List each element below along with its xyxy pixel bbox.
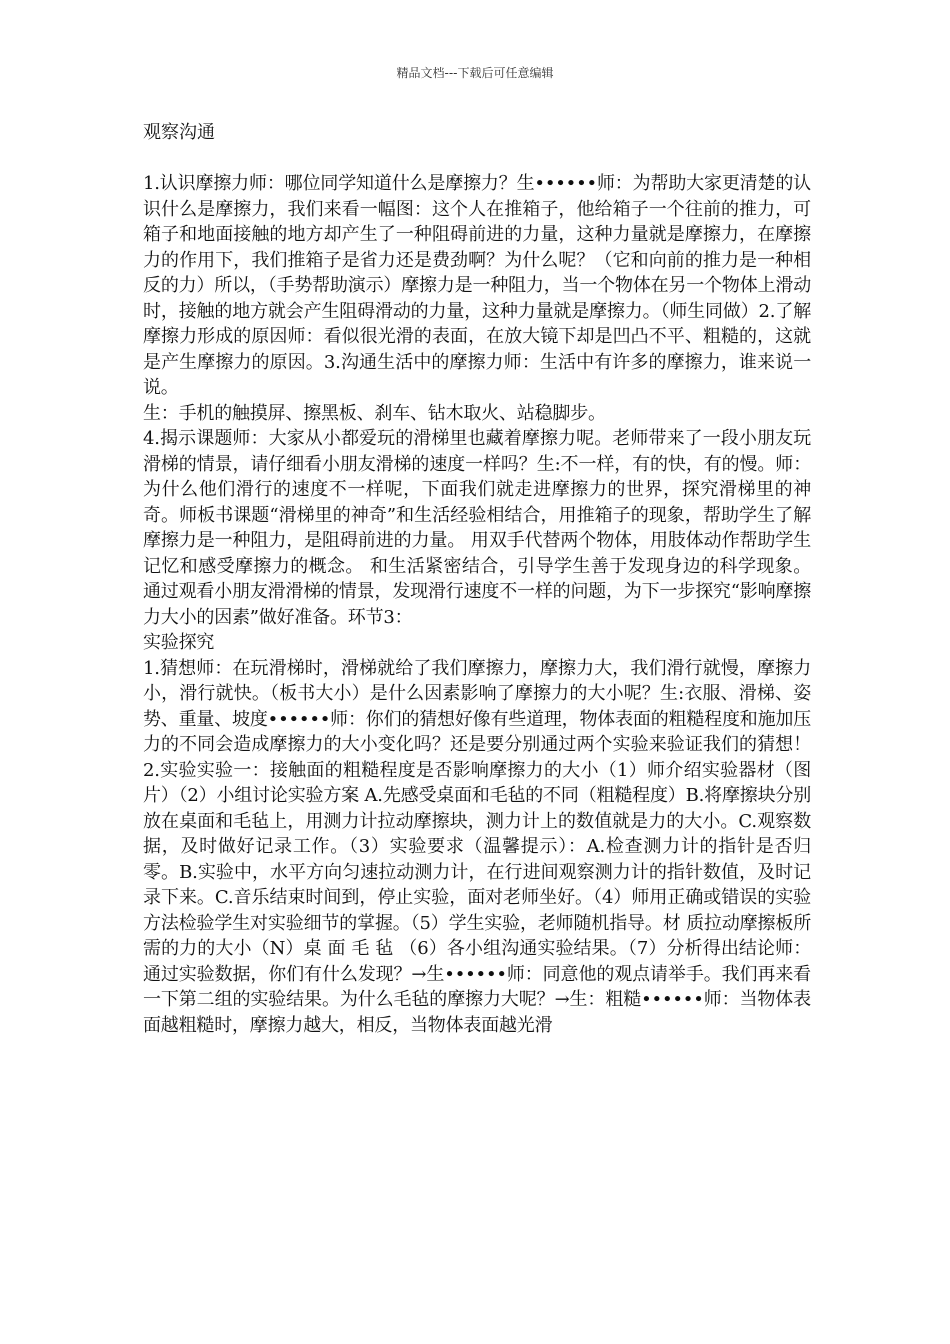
page-header: 精品文档---下载后可任意编辑 <box>396 66 554 80</box>
paragraph: 4.揭示课题师：大家从小都爱玩的滑梯里也藏着摩擦力呢。老师带来了一段小朋友玩滑梯的情景，请仔细看小朋友滑梯的速度一样吗？生:不一样，有的快，有的慢。师：为什么他们滑行的速度不一样呢，下面我们就走进摩擦力的世界，探究滑梯里的神奇。师板书课题“滑梯里的神奇”和生活经验相结合，用推箱子的现象，帮助学生了解摩擦力是一种阻力，是阻碍前进的力量。 用双手代替两个物体，用肢体动作帮助学生记忆和感受摩擦力的概念。 和生活紧密结合，引导学生善于发现身边的科学现象。 通过观看小朋友滑滑梯的情景，发现滑行速度不一样的问题，为下一步探究“影响摩擦力大小的因素”做好准备。环节3： <box>143 428 811 628</box>
section-heading: 实验探究 <box>143 632 215 653</box>
paragraph: 生：手机的触摸屏、擦黑板、刹车、钻木取火、站稳脚步。 <box>143 402 606 424</box>
section-title: 观察沟通 <box>143 122 215 143</box>
paragraph: 1.认识摩擦力师：哪位同学知道什么是摩擦力？生••••••师：为帮助大家更清楚的认识什么是摩擦力，我们来看一幅图：这个人在推箱子，他给箱子一个往前的推力，可箱子和地面接触的地方却产生了一种阻碍前进的力量，这种力量就是摩擦力，在摩擦力的作用下，我们推箱子是省力还是费劲啊？为什么呢？（它和向前的推力是一种相反的力）所以，（手势帮助演示）摩擦力是一种阻力，当一个物体在另一个物体上滑动时，接触的地方就会产生阻碍滑动的力量，这种力量就是摩擦力。（师生同做）2.了解摩擦力形成的原因师：看似很光滑的表面，在放大镜下却是凹凸不平、粗糙的，这就是产生摩擦力的原因。3.沟通生活中的摩擦力师：生活中有许多的摩擦力，谁来说一说。 <box>143 173 811 398</box>
document-body <box>143 120 811 1038</box>
paragraph: 1.猜想师：在玩滑梯时，滑梯就给了我们摩擦力，摩擦力大，我们滑行就慢，摩擦力小，滑行就快。（板书大小）是什么因素影响了摩擦力的大小呢？生:衣服、滑梯、姿势、重量、坡度••••••师：你们的猜想好像有些道理，物体表面的粗糙程度和施加压力的不同会造成摩擦力的大小变化吗？还是要分别通过两个实验来验证我们的猜想！2.实验实验一：接触面的粗糙程度是否影响摩擦力的大小（1）师介绍实验器材（图片）（2）小组讨论实验方案 A.先感受桌面和毛毡的不同（粗糙程度）B.将摩擦块分别放在桌面和毛毡上，用测力计拉动摩擦块，测力计上的数值就是力的大小。C.观察数据，及时做好记录工作。（3）实验要求（温馨提示）：A.检查测力计的指针是否归零。B.实验中，水平方向匀速拉动测力计，在行进间观察测力计的指针数值，及时记录下来。C.音乐结束时间到，停止实验，面对老师坐好。（4）师用正确或错误的实验方法检验学生对实验细节的掌握。（5）学生实验，老师随机指导。材 质拉动摩擦板所需的力的大小（N）桌 面 毛 毡 （6）各小组沟通实验结果。（7）分析得出结论师：通过实验数据，你们有什么发现？→生••••••师：同意他的观点请举手。我们再来看一下第二组的实验结果。为什么毛毡的摩擦力大呢？→生：粗糙••••••师：当物体表面越粗糙时，摩擦力越大，相反，当物体表面越光滑 <box>143 657 811 1036</box>
